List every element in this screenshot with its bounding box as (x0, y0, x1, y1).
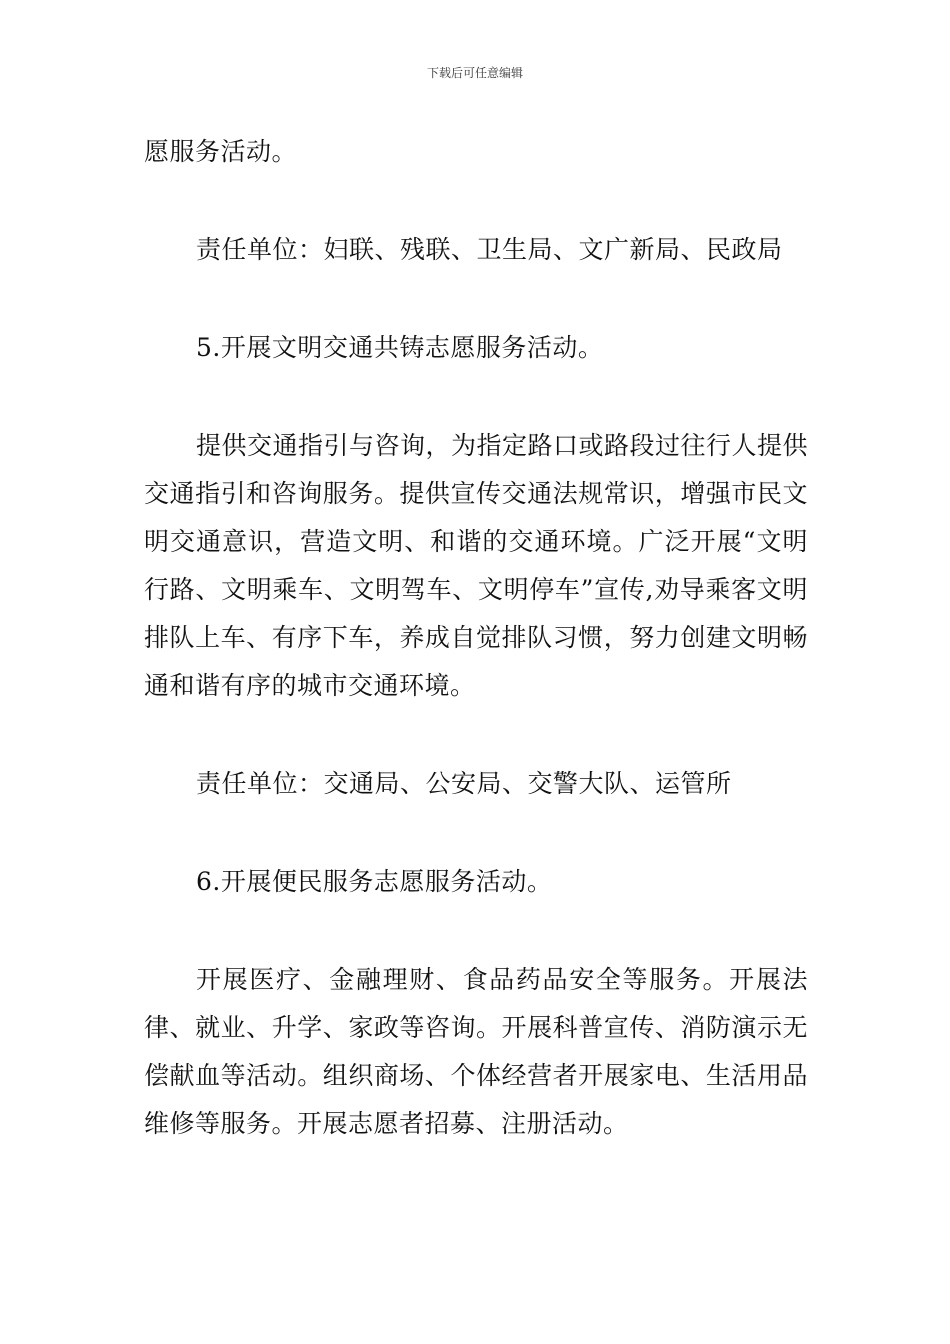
paragraph-continuation: 愿服务活动。 (144, 137, 298, 166)
paragraph-public-service: 开展医疗、金融理财、食品药品安全等服务。开展法律、就业、升学、家政等咨询。开展科普宣传、消防演示无偿献血等活动。组织商场、个体经营者开展家电、生活用品维修等服务。开展志愿者招募、注册活动。 (144, 965, 808, 1138)
page-header: 下载后可任意编辑 (426, 66, 523, 80)
paragraph-heading-5: 5.开展文明交通共铸志愿服务活动。 (196, 333, 604, 362)
paragraph-traffic-volunteer: 提供交通指引与咨询，为指定路口或路段过往行人提供交通指引和咨询服务。提供宣传交通法规常识，增强市民文明交通意识，营造文明、和谐的交通环境。广泛开展“文明行路、文明乘车、文明驾车、文明停车”宣传,劝导乘客文明排队上车、有序下车，养成自觉排队习惯，努力创建文明畅通和谐有序的城市交通环境。 (144, 431, 809, 700)
paragraph-responsible-units-5: 责任单位：交通局、公安局、交警大队、运管所 (196, 769, 732, 798)
document-body (144, 128, 808, 1148)
paragraph-heading-6: 6.开展便民服务志愿服务活动。 (196, 867, 553, 896)
paragraph-responsible-units-4: 责任单位：妇联、残联、卫生局、文广新局、民政局 (196, 235, 783, 264)
